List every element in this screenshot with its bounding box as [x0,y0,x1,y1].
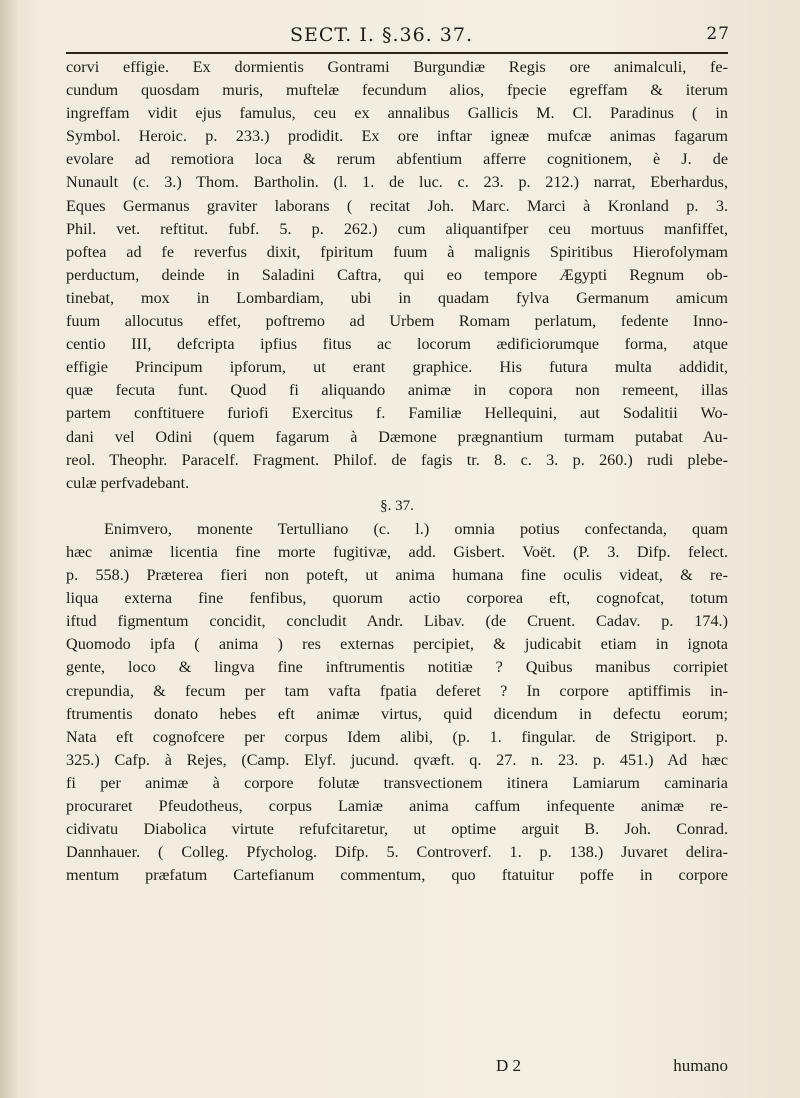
text-line: Nunault (c. 3.) Thom. Bartholin. (l. 1. de luc. c. 23. p. 212.) narrat, Eberhardus, [66,173,728,192]
text-line: Quomodo ipfa ( anima ) res externas percipiet, & judicabit etiam in ignota [66,635,728,654]
text-line: 325.) Cafp. à Rejes, (Camp. Elyf. jucund. qvæft. q. 27. n. 23. p. 451.) Ad hæc [66,750,728,769]
text-line: Eques Germanus graviter laborans ( recitat Joh. Marc. Marci à Kronland p. 3. [66,196,728,215]
text-line: fuum allocutus effet, poftremo ad Urbem Romam perlatum, fedente Inno- [66,312,728,331]
text-line: effigie Principum ipforum, ut erant graphice. His futura multa addidit, [66,358,728,377]
text-line: reol. Theophr. Paracelf. Fragment. Philof. de fagis tr. 8. c. 3. p. 260.) rudi plebe- [66,450,728,469]
text-line: ftrumentis donato hebes eft animæ virtus, quid dicendum in defectu eorum; [66,704,728,723]
paragraph-2 [66,518,728,888]
page-footer [66,1056,728,1080]
text-line: corvi effigie. Ex dormientis Gontrami Burgundiæ Regis ore animalculi, fe- [66,58,728,76]
text-line: crepundia, & fecum per tam vafta fpatia deferet ? In corpore aptiffimis in- [66,681,728,700]
signature-mark: D 2 [496,1056,522,1075]
running-header [290,22,730,52]
running-title: SECT. I. §.36. 37. [290,24,473,46]
text-line: cundum quosdam muris, muftelæ fecundum alios, fpecie egreffam & iterum [66,81,728,100]
text-line: culæ perfvadebant. [66,473,190,492]
text-line: dani vel Odini (quem fagarum à Dæmone prægnantium turmam putabat Au- [66,427,728,446]
text-line: Phil. vet. reftitut. fubf. 5. p. 262.) cum aliquantifper ceu mortuus manfiffet, [66,219,728,238]
text-line: evolare ad remotiora loca & rerum abfentium afferre cognitionem, è J. de [66,150,728,169]
paragraph-1 [66,56,728,495]
section-heading: §. 37. [380,497,414,514]
text-line: Enimvero, monente Tertulliano (c. l.) omnia potius confectanda, quam [104,519,728,538]
text-line: procuraret Pfeudotheus, corpus Lamiæ anima caffum infequente animæ re- [66,797,728,815]
text-line: partem conftituere furiofi Exercitus f. Familiæ Hellequini, aut Sodalitii Wo- [66,404,728,423]
text-line: Dannhauer. ( Colleg. Pfycholog. Difp. 5. Controverf. 1. p. 138.) Juvaret delira- [66,843,728,862]
text-line: tinebat, mox in Lombardiam, ubi in quadam fylva Germanum amicum [66,288,728,307]
text-line: cidivatu Diabolica virtute refufcitaretur, ut optime arguit B. Joh. Conrad. [66,820,728,839]
header-rule [66,52,728,54]
page-gutter-shadow [0,0,18,1098]
text-line: gente, loco & lingva fine inftrumentis notitiæ ? Quibus manibus corripiet [66,658,728,677]
body-text [66,56,728,887]
page-number: 27 [706,24,730,44]
text-line: Nata eft cognofcere per corpus Idem alibi, (p. 1. fingular. de Strigiport. p. [66,727,728,746]
text-line: ingreffam vidit ejus famulus, ceu ex annalibus Gallicis M. Cl. Paradinus ( in [66,104,728,123]
text-line: centio III, defcripta ipfius fitus ac locorum ædificiorumque forma, atque [66,335,728,354]
text-line: Symbol. Heroic. p. 233.) prodidit. Ex ore inftar igneæ mufcæ animas fagarum [66,127,728,146]
text-line: poftea ad fe reverfus dixit, fpiritum fuum à malignis Spiritibus Hierofolymam [66,242,728,261]
text-line: p. 558.) Præterea fieri non poteft, ut anima humana fine oculis videat, & re- [66,566,728,585]
text-line: liqua externa fine fenfibus, quorum actio corporea eft, cognofcat, totum [66,589,728,608]
text-line: perductum, deinde in Saladini Caftra, qui eo tempore Ægypti Regnum ob- [66,265,728,284]
catchword: humano [673,1056,728,1075]
text-line: mentum præfatum Cartefianum commentum, quo ftatuitur poffe in corpore [66,866,728,885]
text-line: fi per animæ à corpore folutæ transvectionem itinera Lamiarum caminaria [66,773,728,792]
text-line: quæ fecuta funt. Quod fi aliquando animæ in copora non remeent, illas [66,381,728,400]
text-line: iftud figmentum concidit, concludit Andr. Libav. (de Cruent. Cadav. p. 174.) [66,612,728,631]
text-line: hæc animæ licentia fine morte fugitivæ, add. Gisbert. Voët. (P. 3. Difp. felect. [66,542,728,561]
